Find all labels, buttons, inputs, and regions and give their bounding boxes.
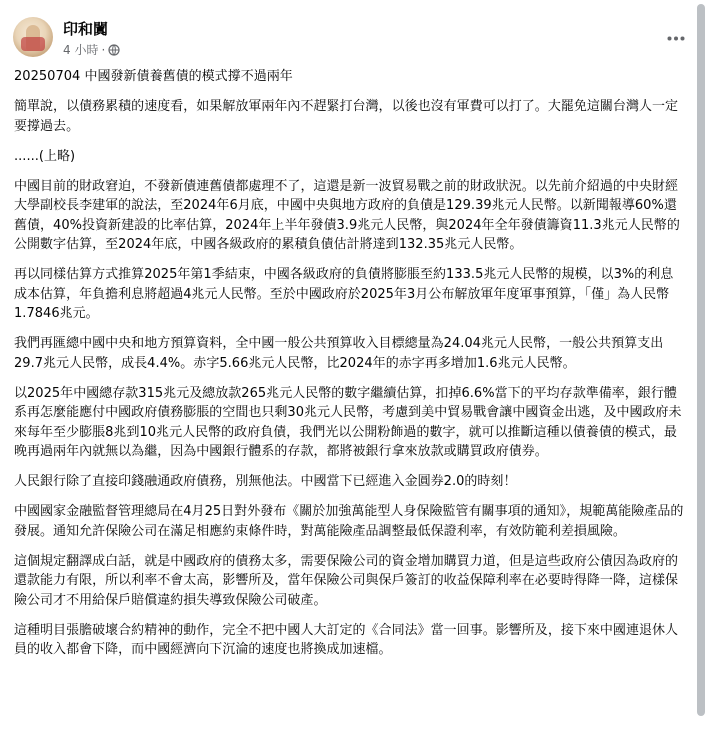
post-paragraph: 中國目前的財政窘迫，不發新債連舊債都處理不了，這還是新一波貿易戰之前的財政狀況。以先前介紹過的中央財經大學副校長李建軍的說法，至2024年6月底，中國中央與地方政府的負債是129.39兆元人民幣。以新聞報導60%還舊債，40%投資新建設的比率估算，2024年上半年發債3.9兆元人民幣，與2024年全年發債籌資11.3兆元人民幣的公開數字估算，至2024年底，中國各級政府的累積負債估計將達到132.35兆元人民幣。 <box>14 178 680 252</box>
post-paragraph: 我們再匯總中國中央和地方預算資料，全中國一般公共預算收入目標總量為24.04兆元人民幣，一般公共預算支出29.7兆元人民幣，成長4.4%。赤字5.66兆元人民幣，比2024年的赤字再多增加1.6兆元人民幣。 <box>14 336 664 371</box>
author-name[interactable]: 印和闐 <box>63 20 109 38</box>
scrollbar[interactable] <box>694 0 708 729</box>
post-paragraph: 這種明目張膽破壞合約精神的動作，完全不把中國人大訂定的《合同法》當一回事。影響所及，接下來中國連退休人員的收入都會下降，而中國經濟向下沉淪的速度也將換成加速檔。 <box>14 622 679 657</box>
post-timestamp[interactable]: 4 小時 <box>63 43 99 57</box>
post-paragraph: 中國國家金融監督管理總局在4月25日對外發布《關於加強萬能型人身保險監管有關事項的通知》，規範萬能險產品的發展。通知允許保險公司在滿足相應約束條件時，對萬能險產品調整最低保證利率，有效防範利差損風險。 <box>14 504 684 539</box>
meta-separator: · <box>101 42 106 57</box>
post-paragraph: 簡單說，以債務累積的速度看，如果解放軍兩年內不趕緊打台灣，以後也沒有軍費可以打了。大罷免這關台灣人一定要撐過去。 <box>14 99 679 134</box>
post-body <box>14 67 686 670</box>
post-header <box>13 17 693 61</box>
author-avatar[interactable] <box>13 17 53 57</box>
post-paragraph: 這個規定翻譯成白話，就是中國政府的債務太多，需要保險公司的資金增加購買力道，但是這些政府公債因為政府的還款能力有限，所以利率不會太高，影響所及，當年保險公司與保戶簽訂的收益保障利率在必要時得降一降，這樣保險公司才不用給保戶賠償違約損失導致保險公司破產。 <box>14 553 679 608</box>
post-title: 20250704 中國發新債養舊債的模式撐不過兩年 <box>14 69 293 84</box>
post-meta <box>63 41 120 58</box>
avatar-robe <box>21 37 45 51</box>
post-paragraph: 人民銀行除了直接印錢融通政府債務，別無他法。中國當下已經進入金圓券2.0的時刻！ <box>14 474 517 489</box>
scrollbar-thumb[interactable] <box>697 4 705 716</box>
post-paragraph: 以2025年中國總存款315兆元及總放款265兆元人民幣的數字繼續估算，扣掉6.6%當下的平均存款準備率，銀行體系再怎麼能應付中國政府債務膨脹的空間也只剩30兆元人民幣，考慮到美中貿易戰會讓中國資金出逃，及中國政府未來每年至少膨脹8兆到10兆元人民幣的政府負債，我們光以公開粉飾過的數字，就可以推斷這種以債養債的模式，最晚再過兩年內就無以為繼，因為中國銀行體系的存款，都將被銀行拿來放款或購買政府債券。 <box>14 385 682 459</box>
globe-icon[interactable] <box>108 44 120 56</box>
more-options-icon[interactable] <box>665 27 687 49</box>
post-paragraph: 再以同樣估算方式推算2025年第1季結束，中國各級政府的負債將膨脹至約133.5兆元人民幣的規模，以3%的利息成本估算，年負擔利息將超過4兆元人民幣。至於中國政府於2025年3月公布解放軍年度軍事預算，「僅」為人民幣1.7846兆元。 <box>14 267 674 321</box>
post-paragraph: ......(上略) <box>14 148 76 164</box>
